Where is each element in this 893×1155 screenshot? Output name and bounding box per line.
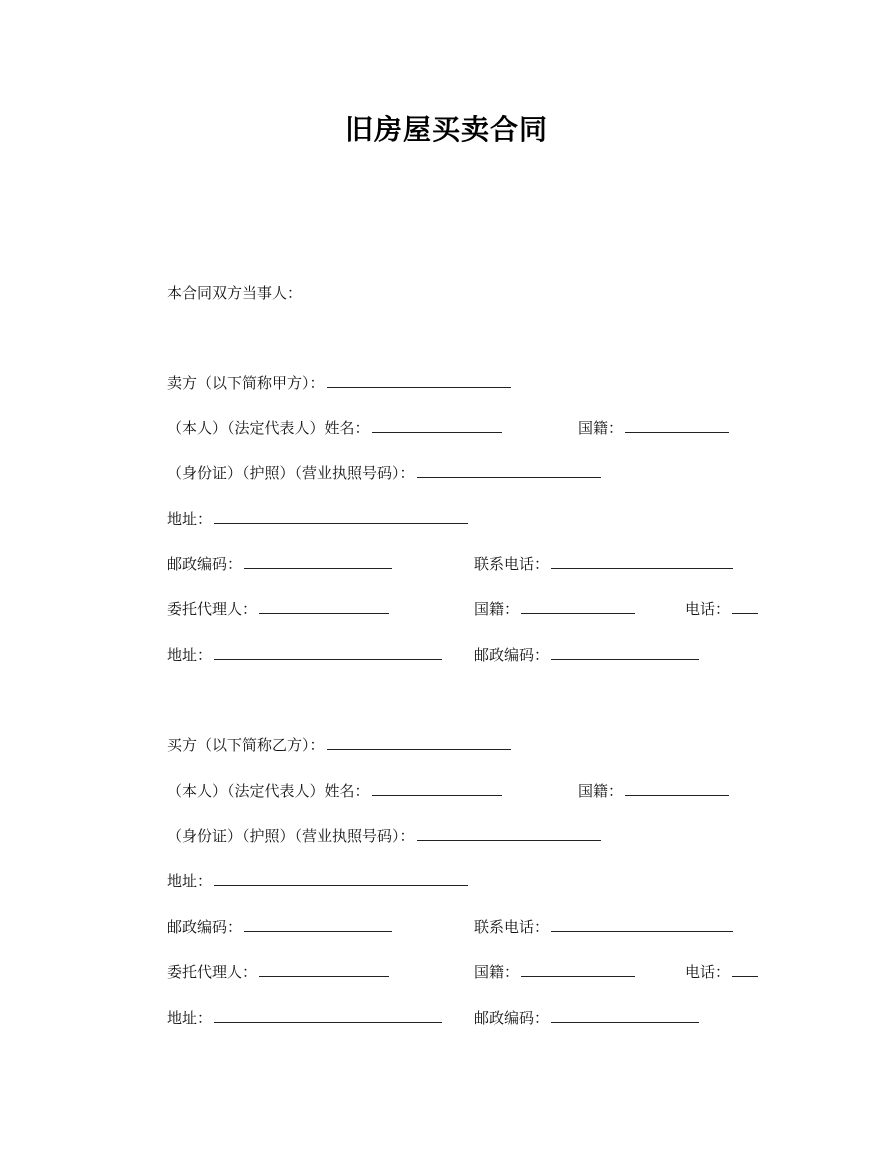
- buyer-agent-nationality-label: 国籍：: [474, 963, 520, 981]
- buyer-postcode-blank[interactable]: [244, 916, 392, 932]
- seller-agent-address-row: [167, 644, 787, 668]
- seller-id-label: （身份证）（护照）（营业执照号码）：: [167, 464, 415, 482]
- buyer-name-row: [167, 780, 787, 804]
- buyer-agent-blank[interactable]: [259, 961, 389, 977]
- buyer-agent-phone-label: 电话：: [685, 963, 731, 981]
- seller-phone-label: 联系电话：: [474, 555, 550, 573]
- seller-agent-postcode-field: [474, 644, 699, 665]
- buyer-address-row: [167, 870, 787, 894]
- buyer-agent-postcode-blank[interactable]: [551, 1007, 699, 1023]
- seller-nationality-blank[interactable]: [625, 417, 729, 433]
- buyer-heading-row: [167, 734, 787, 758]
- seller-agent-field: [167, 598, 389, 619]
- seller-address-row: [167, 508, 787, 532]
- buyer-agent-phone-field: [685, 961, 758, 982]
- seller-address-label: 地址：: [167, 510, 213, 528]
- buyer-agent-address-label: 地址：: [167, 1009, 213, 1027]
- parties-intro: 本合同双方当事人：: [167, 284, 303, 302]
- seller-id-blank[interactable]: [417, 462, 601, 478]
- seller-address-field: [167, 508, 468, 529]
- buyer-phone-field: [474, 916, 733, 937]
- seller-id-row: [167, 462, 787, 486]
- document-title: 旧房屋买卖合同: [344, 113, 548, 146]
- seller-name-row: [167, 417, 787, 441]
- buyer-id-field: [167, 825, 601, 846]
- seller-agent-postcode-label: 邮政编码：: [474, 646, 550, 664]
- seller-agent-postcode-blank[interactable]: [551, 644, 699, 660]
- seller-heading-label: 卖方（以下简称甲方）：: [167, 374, 325, 392]
- seller-agent-row: [167, 598, 787, 622]
- buyer-nationality-blank[interactable]: [625, 780, 729, 796]
- buyer-agent-nationality-blank[interactable]: [521, 961, 635, 977]
- buyer-name-blank[interactable]: [327, 734, 511, 750]
- seller-agent-phone-blank[interactable]: [732, 598, 758, 614]
- seller-agent-address-label: 地址：: [167, 646, 213, 664]
- buyer-name-field: [167, 780, 502, 801]
- seller-name-label: （本人）（法定代表人）姓名：: [167, 419, 370, 437]
- buyer-contact-row: [167, 916, 787, 940]
- buyer-agent-address-row: [167, 1007, 787, 1031]
- seller-nationality-field: [578, 417, 729, 438]
- buyer-agent-field: [167, 961, 389, 982]
- buyer-agent-postcode-field: [474, 1007, 699, 1028]
- seller-name-field: [167, 417, 502, 438]
- seller-contact-row: [167, 553, 787, 577]
- buyer-nationality-label: 国籍：: [578, 782, 624, 800]
- buyer-agent-row: [167, 961, 787, 985]
- seller-agent-address-field: [167, 644, 442, 665]
- buyer-agent-address-field: [167, 1007, 442, 1028]
- buyer-address-blank[interactable]: [214, 870, 468, 886]
- seller-postcode-blank[interactable]: [244, 553, 392, 569]
- buyer-address-field: [167, 870, 468, 891]
- seller-agent-phone-label: 电话：: [685, 600, 731, 618]
- buyer-nationality-field: [578, 780, 729, 801]
- buyer-id-label: （身份证）（护照）（营业执照号码）：: [167, 827, 415, 845]
- seller-phone-field: [474, 553, 733, 574]
- buyer-id-blank[interactable]: [417, 825, 601, 841]
- seller-postcode-field: [167, 553, 392, 574]
- buyer-heading-label: 买方（以下简称乙方）：: [167, 736, 325, 754]
- seller-agent-address-blank[interactable]: [214, 644, 442, 660]
- seller-postcode-label: 邮政编码：: [167, 555, 243, 573]
- buyer-agent-label: 委托代理人：: [167, 963, 258, 981]
- seller-person-name-blank[interactable]: [372, 417, 502, 433]
- seller-id-field: [167, 462, 601, 483]
- buyer-id-row: [167, 825, 787, 849]
- seller-name-blank[interactable]: [327, 372, 511, 388]
- buyer-agent-nationality-field: [474, 961, 635, 982]
- seller-phone-blank[interactable]: [551, 553, 733, 569]
- seller-agent-nationality-field: [474, 598, 635, 619]
- buyer-name-label: （本人）（法定代表人）姓名：: [167, 782, 370, 800]
- buyer-heading: [167, 734, 511, 755]
- seller-agent-label: 委托代理人：: [167, 600, 258, 618]
- buyer-postcode-field: [167, 916, 392, 937]
- seller-agent-nationality-label: 国籍：: [474, 600, 520, 618]
- seller-nationality-label: 国籍：: [578, 419, 624, 437]
- seller-agent-blank[interactable]: [259, 598, 389, 614]
- seller-agent-phone-field: [685, 598, 758, 619]
- seller-heading: [167, 372, 511, 393]
- buyer-person-name-blank[interactable]: [372, 780, 502, 796]
- buyer-address-label: 地址：: [167, 872, 213, 890]
- buyer-agent-phone-blank[interactable]: [732, 961, 758, 977]
- seller-agent-nationality-blank[interactable]: [521, 598, 635, 614]
- buyer-phone-label: 联系电话：: [474, 918, 550, 936]
- buyer-agent-postcode-label: 邮政编码：: [474, 1009, 550, 1027]
- buyer-agent-address-blank[interactable]: [214, 1007, 442, 1023]
- buyer-phone-blank[interactable]: [551, 916, 733, 932]
- seller-address-blank[interactable]: [214, 508, 468, 524]
- buyer-postcode-label: 邮政编码：: [167, 918, 243, 936]
- seller-heading-row: [167, 372, 787, 396]
